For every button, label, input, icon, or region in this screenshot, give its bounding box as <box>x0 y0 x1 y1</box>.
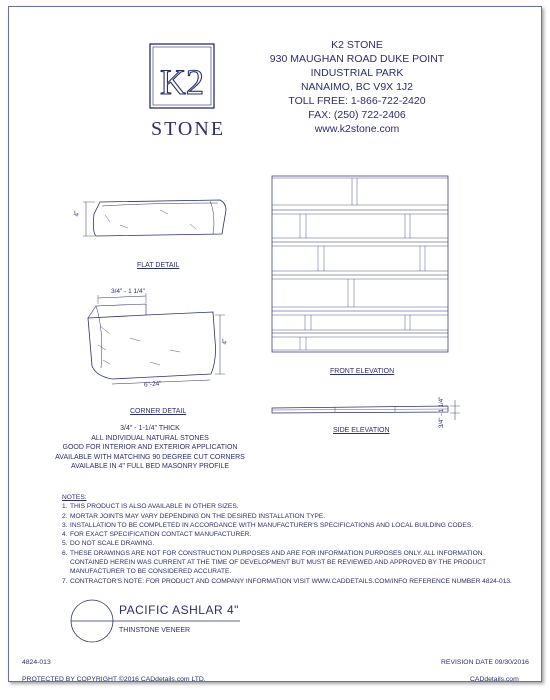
note-item: 4. FOR EXACT SPECIFICATION CONTACT MANUFACTURER. <box>62 531 252 539</box>
corner-detail-caption: CORNER DETAIL <box>130 408 187 415</box>
notes-section <box>62 493 522 586</box>
address-line: INDUSTRIAL PARK <box>310 67 404 79</box>
spec-line: 3/4" - 1-1/4" THICK <box>120 425 180 432</box>
side-elevation-drawing <box>272 400 460 420</box>
side-dim-label: 3/4" - 1 1/4" <box>439 396 445 428</box>
fax: FAX: (250) 722-2406 <box>308 109 406 121</box>
copyright-text: PROTECTED BY COPYRIGHT ©2016 CADdetails.com LTD. <box>22 676 206 683</box>
logo-stone-text: STONE <box>150 118 226 140</box>
caddetails-link[interactable]: CADdetails.com <box>470 676 519 683</box>
corner-detail-drawing <box>88 293 225 384</box>
flat-detail-caption: FLAT DETAIL <box>137 262 180 269</box>
note-item: 7. CONTRACTOR'S NOTE: FOR PRODUCT AND COMPANY INFORMATION VISIT WWW.CADDETAILS.COM/INFO REFERENCE NUMBER 4824-013. <box>62 577 512 585</box>
corner-dim-bottom-label: 6"-24" <box>143 380 162 389</box>
drawing-subtitle: THINSTONE VENEER <box>119 627 191 634</box>
note-item: 6. THESE DRAWINGS ARE NOT FOR CONSTRUCTION PURPOSES AND ARE FOR INFORMATION PURPOSES ONLY. ALL INFORMATION CONTAINED HEREIN WAS CURRENT AT THE TIME OF DEVELOPMENT BUT MUST BE REVIEWED AND APPROVED BY THE PRODUCT MANUFACTURER TO BE CONSIDERED ACCURATE. <box>62 549 486 576</box>
front-elevation-drawing <box>272 176 448 352</box>
address-line: NANAIMO, BC V9X 1J2 <box>300 81 414 93</box>
note-item: 5. DO NOT SCALE DRAWING. <box>62 540 155 548</box>
flat-dim-label: 4" <box>73 210 81 217</box>
company-address <box>262 38 452 136</box>
drawing-number: 4824-013 <box>22 659 51 666</box>
spec-line: AVAILABLE WITH MATCHING 90 DEGREE CUT CORNERS <box>55 453 245 461</box>
front-elevation-caption: FRONT ELEVATION <box>330 368 395 375</box>
note-item: 2. MORTAR JOINTS MAY VARY DEPENDING ON THE DESIRED INSTALLATION TYPE. <box>62 512 326 520</box>
spec-line: GOOD FOR INTERIOR AND EXTERIOR APPLICATION <box>62 444 238 452</box>
spec-line: ALL INDIVIDUAL NATURAL STONES <box>91 434 209 442</box>
notes-heading: NOTES: <box>62 494 87 501</box>
flat-detail-drawing <box>83 200 226 236</box>
logo-mark: K2 <box>160 62 204 102</box>
note-item: 1. THIS PRODUCT IS ALSO AVAILABLE IN OTHER SIZES. <box>62 503 239 511</box>
corner-dim-top-label: 3/4" - 1 1/4" <box>111 288 145 295</box>
note-item: 3. INSTALLATION TO BE COMPLETED IN ACCORDANCE WITH MANUFACTURER'S SPECIFICATIONS AND LOCAL BUILDING CODES. <box>62 521 474 529</box>
side-elevation-caption: SIDE ELEVATION <box>333 427 390 434</box>
product-specs <box>50 424 250 472</box>
address-line: 930 MAUGHAN ROAD DUKE POINT <box>269 53 445 65</box>
toll-free: TOLL FREE: 1-866-722-2420 <box>288 95 426 107</box>
corner-dim-side-label: 4" <box>221 338 229 345</box>
drawing-title: PACIFIC ASHLAR 4" <box>119 603 239 617</box>
website-link[interactable]: www.k2stone.com <box>314 123 400 135</box>
revision-date: REVISION DATE 09/30/2016 <box>441 659 529 666</box>
spec-line: AVAILABLE IN 4" FULL BED MASONRY PROFILE <box>70 463 230 471</box>
company-name: K2 STONE <box>331 39 383 51</box>
